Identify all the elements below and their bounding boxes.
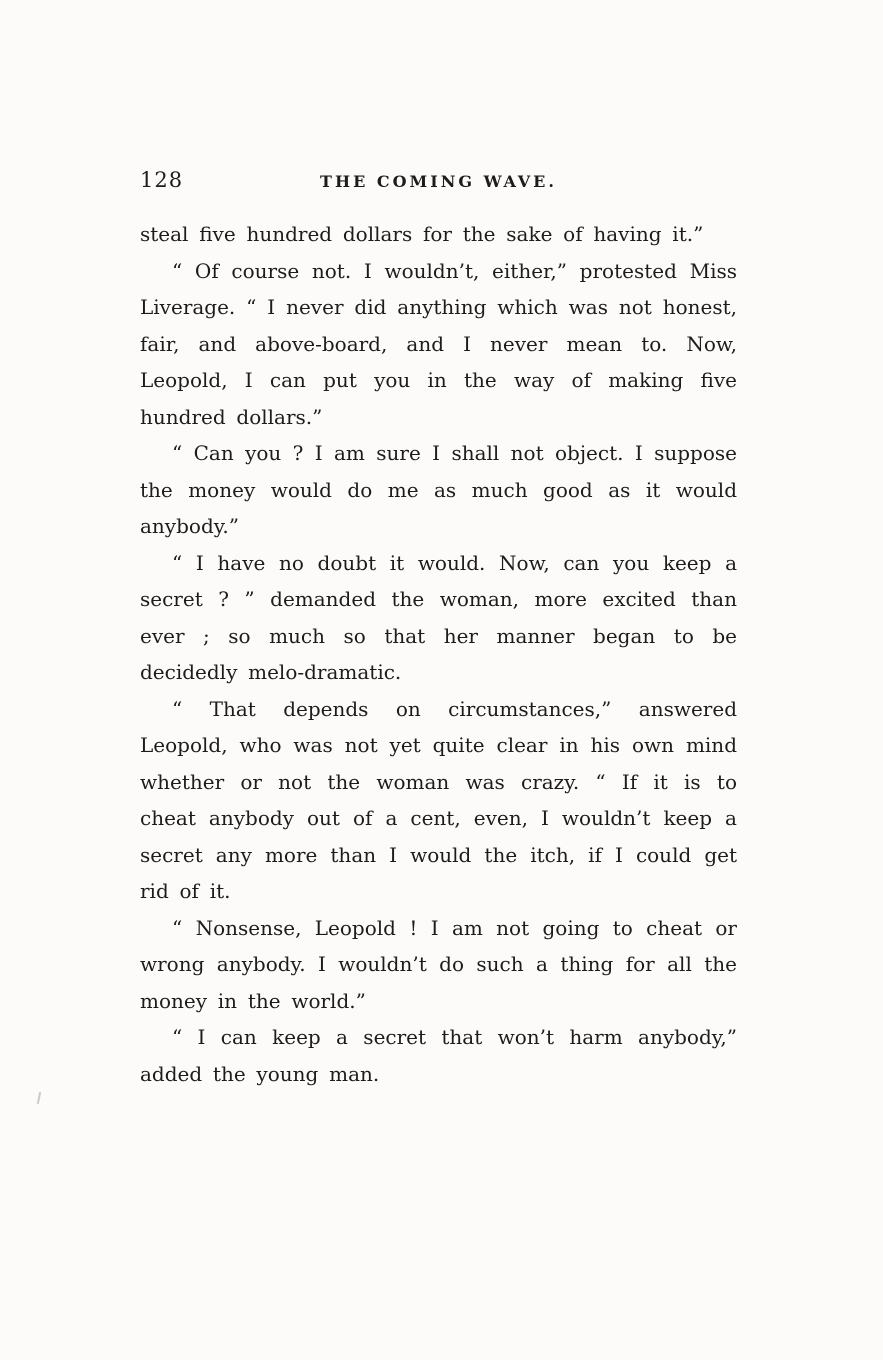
page-body xyxy=(140,216,737,1092)
paragraph-1: steal five hundred dollars for the sake of having it.” xyxy=(140,222,704,246)
paragraph-6: “ Nonsense, Leopold ! I am not going to cheat or wrong anybody. I wouldn’t do such a thing for all the money in the world.” xyxy=(140,915,737,1013)
page-header xyxy=(140,168,737,200)
scan-artifact xyxy=(37,1092,41,1104)
paragraph-7: “ I can keep a secret that won’t harm anybody,” added the young man. xyxy=(140,1025,737,1086)
paragraph-5: “ That depends on circumstances,” answered Leopold, who was not yet quite clear in his own mind whether or not the woman was crazy. “ If it is to cheat anybody out of a cent, even, I wouldn’t keep a secret any more than I would the itch, if I could get rid of it. xyxy=(140,696,737,903)
paragraph-2: “ Of course not. I wouldn’t, either,” protested Miss Liverage. “ I never did anything which was not honest, fair, and above-board, and I never mean to. Now, Leopold, I can put you in the way of making five hundred dollars.” xyxy=(140,258,737,429)
running-title: THE COMING WAVE. xyxy=(320,172,557,191)
paragraph-3: “ Can you ? I am sure I shall not object. I suppose the money would do me as much good as it would anybody.” xyxy=(140,441,737,538)
page-number: 128 xyxy=(140,168,184,192)
paragraph-4: “ I have no doubt it would. Now, can you keep a secret ? ” demanded the woman, more excited than ever ; so much so that her manner began to be decidedly melo-dramatic. xyxy=(140,550,737,684)
